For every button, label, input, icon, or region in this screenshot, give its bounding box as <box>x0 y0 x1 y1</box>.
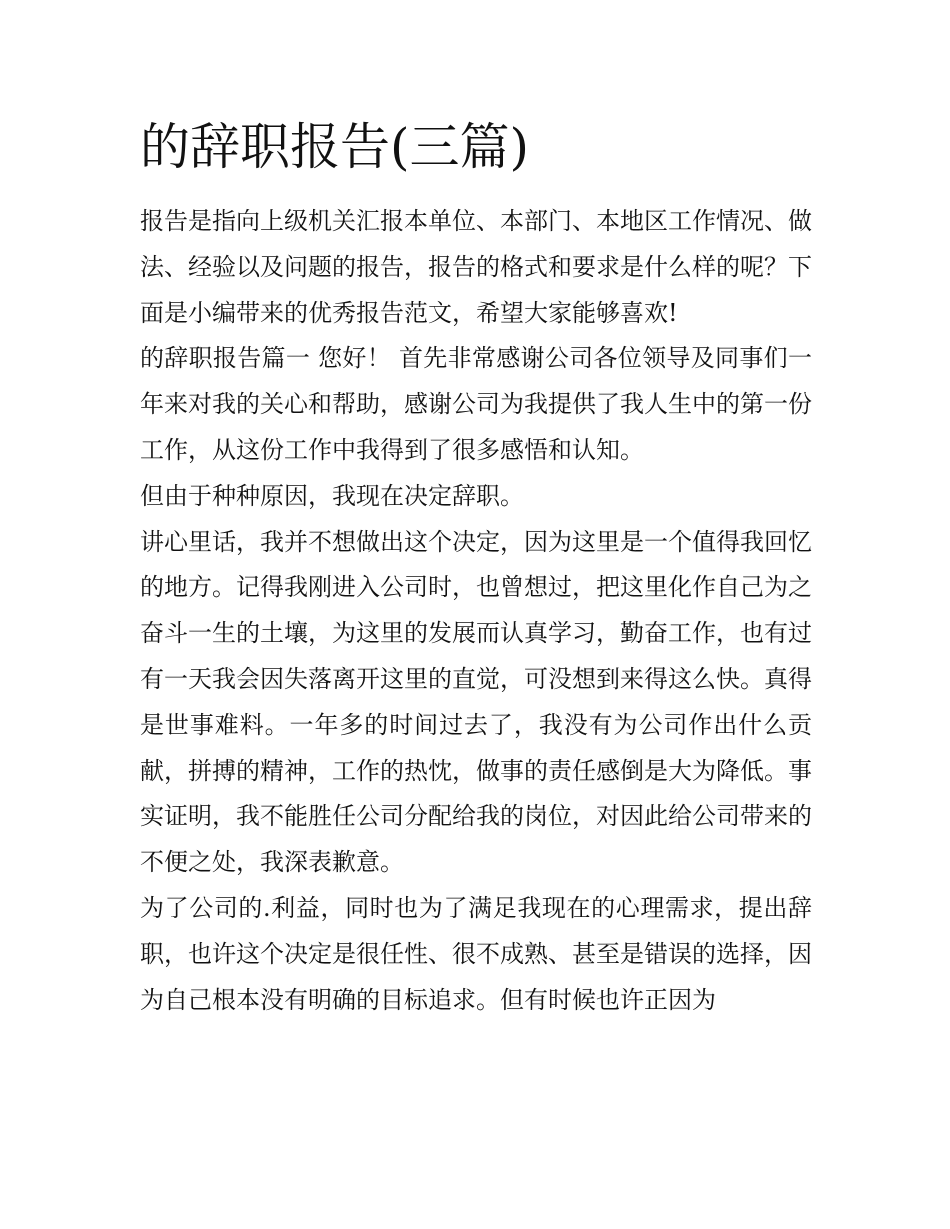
document-body <box>140 199 812 1023</box>
document-title: 的辞职报告(三篇) <box>140 118 530 176</box>
paragraph-decision: 但由于种种原因，我现在决定辞职。 <box>140 481 524 510</box>
paragraph-greeting: 的辞职报告篇一 您好！ 首先非常感谢公司各位领导及同事们一年来对我的关心和帮助，感谢公司为我提供了我人生中的第一份工作，从这份工作中我得到了很多感悟和认知。 <box>140 344 812 464</box>
paragraph-reflection: 讲心里话，我并不想做出这个决定，因为这里是一个值得我回忆的地方。记得我刚进入公司时，也曾想过，把这里化作自己为之奋斗一生的土壤，为这里的发展而认真学习，勤奋工作，也有过有一天我会因失落离开这里的直觉，可没想到来得这么快。真得是世事难料。一年多的时间过去了，我没有为公司作出什么贡献，拼搏的精神，工作的热忱，做事的责任感倒是大为降低。事实证明，我不能胜任公司分配给我的岗位，对因此给公司带来的不便之处，我深表歉意。 <box>140 527 812 877</box>
paragraph-intro: 报告是指向上级机关汇报本单位、本部门、本地区工作情况、做法、经验以及问题的报告，报告的格式和要求是什么样的呢？下面是小编带来的优秀报告范文，希望大家能够喜欢! <box>140 207 812 327</box>
paragraph-reason: 为了公司的.利益，同时也为了满足我现在的心理需求，提出辞职，也许这个决定是很任性、很不成熟、甚至是错误的选择，因为自己根本没有明确的目标追求。但有时候也许正因为 <box>140 893 812 1014</box>
